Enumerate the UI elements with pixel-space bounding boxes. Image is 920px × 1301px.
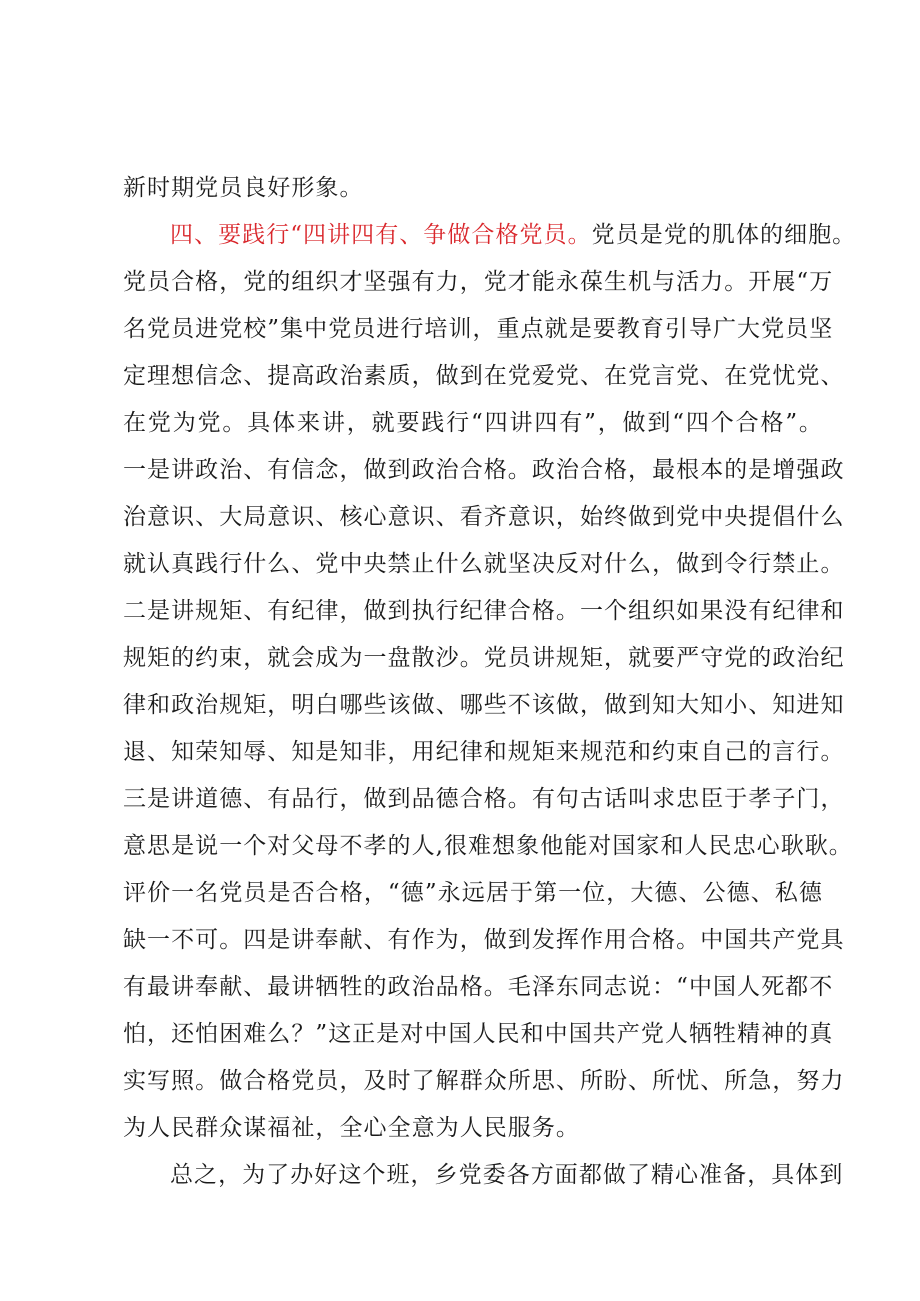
paragraph-2-line-12: 退、知荣知辱、知是知非，用纪律和规矩来规范和约束自己的言行。 (123, 739, 845, 765)
paragraph-2-line-7: 治意识、大局意识、核心意识、看齐意识，始终做到党中央提倡什么 (123, 504, 845, 530)
paragraph-2-line-2: 党员合格，党的组织才坚强有力，党才能永葆生机与活力。开展“万 (123, 269, 834, 295)
paragraph-2-line-1 (170, 212, 857, 258)
paragraph-2-line-4: 定理想信念、提高政治素质，做到在党爱党、在党言党、在党忧党、 (123, 363, 845, 389)
paragraph-2-line-19: 实写照。做合格党员，及时了解群众所思、所盼、所忧、所急，努力 (123, 1068, 845, 1094)
paragraph-2-line-15: 评价一名党员是否合格，“德”永远居于第一位，大德、公德、私德 (123, 880, 823, 906)
paragraph-2-line-8: 就认真践行什么、党中央禁止什么就坚决反对什么，做到令行禁止。 (123, 551, 845, 577)
paragraph-2-line-17: 有最讲奉献、最讲牺牲的政治品格。毛泽东同志说：“中国人死都不 (123, 974, 834, 1000)
paragraph-3-line-1: 总之，为了办好这个班，乡党委各方面都做了精心准备，具体到 (170, 1162, 844, 1188)
paragraph-2-line-5: 在党为党。具体来讲，就要践行“四讲四有”，做到“四个合格”。 (123, 410, 823, 436)
paragraph-2-line-13: 三是讲道德、有品行，做到品德合格。有句古话叫求忠臣于孝子门， (123, 786, 845, 812)
paragraph-2-line-11: 律和政治规矩，明白哪些该做、哪些不该做，做到知大知小、知进知 (123, 692, 845, 718)
paragraph-2-line-14: 意思是说一个对父母不孝的人,很难想象他能对国家和人民忠心耿耿。 (123, 833, 853, 859)
paragraph-2-line-1-text: 党员是党的肌体的细胞。 (591, 222, 857, 248)
paragraph-2-line-3: 名党员进党校”集中党员进行培训，重点就是要教育引导广大党员坚 (123, 316, 834, 342)
paragraph-2-line-20: 为人民群众谋福祉，全心全意为人民服务。 (123, 1115, 580, 1141)
paragraph-2-line-16: 缺一不可。四是讲奉献、有作为，做到发挥作用合格。中国共产党具 (123, 927, 845, 953)
paragraph-2-line-10: 规矩的约束，就会成为一盘散沙。党员讲规矩，就要严守党的政治纪 (123, 645, 845, 671)
paragraph-1-line-1: 新时期党员良好形象。 (123, 175, 364, 201)
paragraph-2-line-9: 二是讲规矩、有纪律，做到执行纪律合格。一个组织如果没有纪律和 (123, 598, 845, 624)
paragraph-2-line-6: 一是讲政治、有信念，做到政治合格。政治合格，最根本的是增强政 (123, 457, 845, 483)
paragraph-2-line-18: 怕，还怕困难么？”这正是对中国人民和中国共产党人牺牲精神的真 (123, 1021, 834, 1047)
section-heading: 四、要践行“四讲四有、争做合格党员。 (170, 222, 592, 248)
